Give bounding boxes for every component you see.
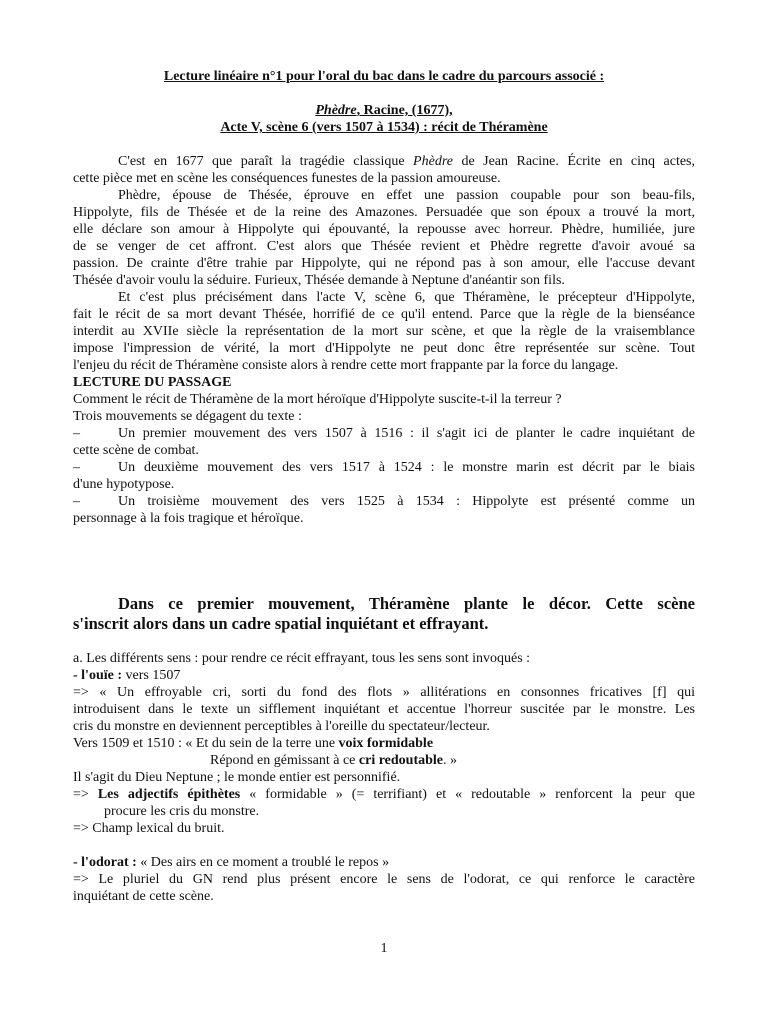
movement-1-line2: cette scène de combat.: [73, 443, 199, 458]
ouie-analysis-line1: => « Un effroyable cri, sorti du fond des flots » allitérations en consonnes fricatives [f] qui: [73, 685, 695, 700]
movements-intro: Trois mouvements se dégagent du texte :: [73, 409, 302, 424]
ouie-analysis-line3: cris du monstre en deviennent perceptibles à l'oreille du spectateur/lecteur.: [73, 719, 490, 734]
work-title-rest: , Racine, (1677),: [356, 103, 453, 118]
intro-p3-line4: impose l'impression de vérité, la mort d'Hippolyte ne peut donc être représentée sur scène. Tout: [73, 341, 695, 356]
movement-1-line1: Un premier mouvement des vers 1507 à 1516 : il s'agit ici de planter le cadre inquiétant de: [118, 426, 695, 441]
bold-phrase: cri redoutable: [358, 753, 444, 768]
section-heading-line1: Dans ce premier mouvement, Théramène plante le décor. Cette scène: [118, 594, 695, 613]
movement-3-line2: personnage à la fois tragique et héroïque.: [73, 511, 304, 526]
work-title-inline: Phèdre: [413, 154, 453, 169]
odorat-line: [73, 854, 695, 871]
epithetes-line2: procure les cris du monstre.: [104, 804, 260, 819]
problematic-question: Comment le récit de Théramène de la mort héroïque d'Hippolyte suscite-t-il la terreur ?: [73, 392, 562, 407]
odorat-quote: « Des airs en ce moment a troublé le repos »: [140, 855, 390, 870]
movement-2-line2: d'une hypotypose.: [73, 477, 175, 492]
intro-p2-line3: elle déclare son amour à Hippolyte qui épouvanté, la repousse avec horreur. Phèdre, humiliée, jure: [73, 222, 695, 237]
text: « formidable » (= terrifiant) et « redoutable » renforcent la peur que: [240, 787, 695, 802]
odorat-label: - l'odorat :: [73, 855, 141, 870]
verse-1509: [73, 735, 695, 752]
text: Vers 1509 et 1510 : « Et du sein de la terre une: [73, 736, 339, 751]
intro-p2-line2: Hippolyte, fils de Thésée et de la reine des Amazones. Persuadée que son époux a trouvé la mort,: [73, 205, 695, 220]
intro-p1-line1: [118, 153, 695, 170]
passage-heading: LECTURE DU PASSAGE: [73, 375, 232, 390]
list-dash: –: [73, 460, 80, 475]
movement-3-line1: Un troisième mouvement des vers 1525 à 1534 : Hippolyte est présenté comme un: [118, 494, 695, 509]
intro-p3-line5: l'enjeu du récit de Théramène consiste alors à rendre cette mort frappante par la force du langage.: [73, 358, 619, 373]
intro-p1-line2: cette pièce met en scène les conséquences funestes de la passion amoureuse.: [73, 171, 501, 186]
neptune-line: Il s'agit du Dieu Neptune ; le monde entier est personnifié.: [73, 770, 401, 785]
verse-1510: [210, 752, 695, 769]
intro-p3-line3: interdit au XVIIe siècle la représentation de la mort sur scène, et que la règle de la vraisemblance: [73, 324, 695, 339]
intro-p2-line5: passion. De crainte d'être trahie par Hippolyte, qui ne répond pas à son amour, elle l'accuse devant: [73, 256, 695, 271]
text: . »: [443, 753, 458, 768]
movement-2-line1: Un deuxième mouvement des vers 1517 à 1524 : le monstre marin est décrit par le biais: [118, 460, 695, 475]
list-dash: –: [73, 426, 80, 441]
intro-p2-line6: Thésée d'avoir voulu la séduire. Furieux, Thésée demande à Neptune d'anéantir son fils.: [73, 273, 565, 288]
list-dash: –: [73, 494, 80, 509]
work-title-line: [73, 102, 695, 119]
ouie-analysis-line2: introduisent dans le texte un sifflement inquiétant et accentue l'horreur suscitée par le monstre. Les: [73, 702, 695, 717]
intro-p2-line1: Phèdre, épouse de Thésée, éprouve en effet une passion coupable pour son beau-fils,: [118, 188, 695, 203]
text: Répond en gémissant à ce: [210, 753, 359, 768]
work-title: Phèdre: [315, 103, 357, 118]
page-number: 1: [380, 941, 388, 956]
ouie-label: - l'ouïe :: [73, 668, 126, 683]
ouie-line: [73, 667, 695, 684]
text: C'est en 1677 que paraît la tragédie classique: [118, 154, 414, 169]
intro-p3-line2: fait le récit de sa mort devant Thésée, horrifié de ce qu'il entend. Parce que la règle de la bienséance: [73, 307, 695, 322]
text: de Jean Racine. Écrite en cinq actes,: [452, 154, 695, 169]
senses-intro: a. Les différents sens : pour rendre ce récit effrayant, tous les sens sont invoqués :: [73, 651, 531, 666]
intro-p3-line1: Et c'est plus précisément dans l'acte V, scène 6, que Théramène, le précepteur d'Hippolyte,: [118, 290, 695, 305]
bold-phrase: Les adjectifs épithètes: [97, 787, 241, 802]
bold-phrase: voix formidable: [338, 736, 434, 751]
act-subtitle: Acte V, scène 6 (vers 1507 à 1534) : récit de Théramène: [220, 120, 548, 135]
section-heading-line2: s'inscrit alors dans un cadre spatial inquiétant et effrayant.: [73, 614, 489, 633]
intro-p2-line4: de se venger de cet affront. C'est alors que Thésée revient et Phèdre regrette d'avoir avoué sa: [73, 239, 695, 254]
odorat-analysis-line1: => Le pluriel du GN rend plus présent encore le sens de l'odorat, ce qui renforce le caractère: [73, 872, 695, 887]
document-title: Lecture linéaire n°1 pour l'oral du bac dans le cadre du parcours associé :: [163, 69, 605, 84]
champ-lexical: => Champ lexical du bruit.: [73, 821, 225, 836]
odorat-analysis-line2: inquiétant de cette scène.: [73, 889, 214, 904]
text: =>: [73, 787, 98, 802]
ouie-verse: vers 1507: [125, 668, 181, 683]
epithetes-line1: [73, 786, 695, 803]
